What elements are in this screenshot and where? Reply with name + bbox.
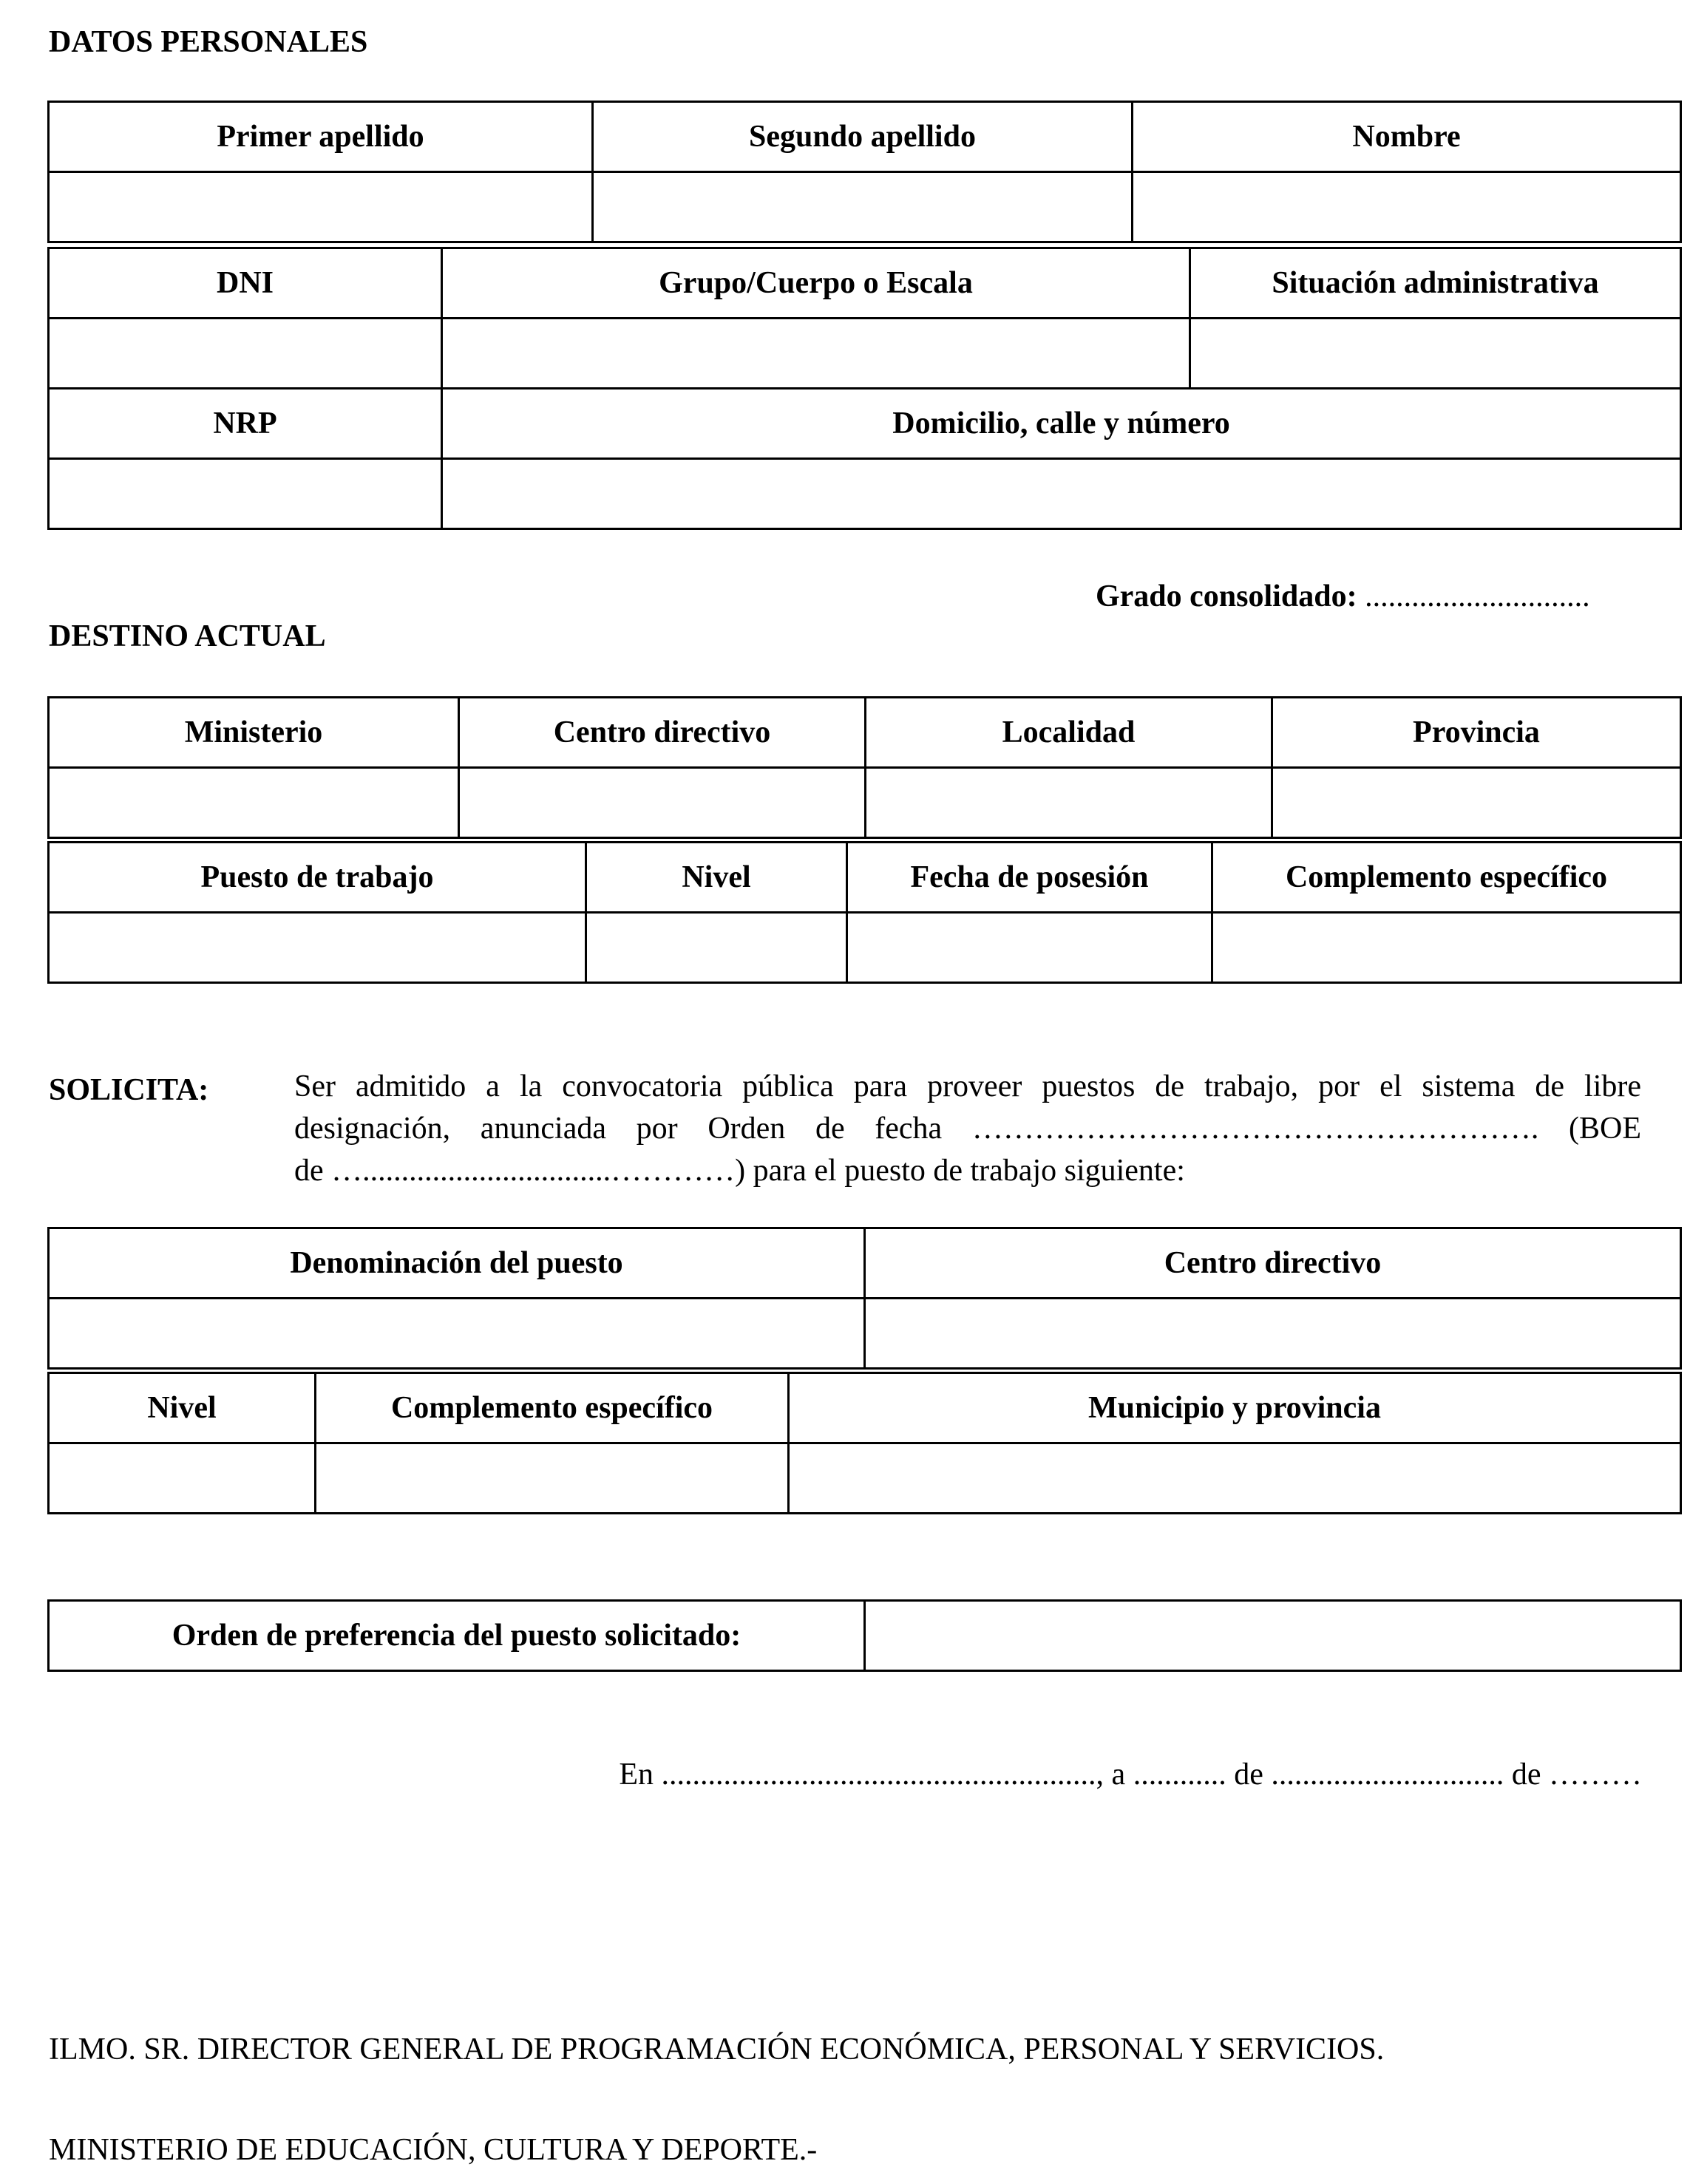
puesto-solicitado-table-a [47,1227,1682,1370]
destinatario-line-1: ILMO. SR. DIRECTOR GENERAL DE PROGRAMACIÓN ECONÓMICA, PERSONAL Y SERVICIOS. [49,2032,1385,2066]
field-nrp[interactable] [49,459,442,529]
datos-personales-table-b [47,247,1682,530]
header-centro-directivo: Centro directivo [459,698,866,768]
field-denominacion-del-puesto[interactable] [49,1299,865,1369]
field-nombre[interactable] [1133,172,1681,242]
header-segundo-apellido: Segundo apellido [593,102,1133,172]
field-domicilio[interactable] [442,459,1681,529]
header-grupo-cuerpo: Grupo/Cuerpo o Escala [442,248,1190,319]
header-ministerio: Ministerio [49,698,459,768]
header-nivel: Nivel [586,843,847,913]
table-row [49,913,1681,983]
header-primer-apellido: Primer apellido [49,102,593,172]
field-complemento-especifico-solicitado[interactable] [316,1443,789,1514]
header-municipio-y-provincia: Municipio y provincia [789,1373,1681,1443]
header-situacion-administrativa: Situación administrativa [1190,248,1681,319]
header-provincia: Provincia [1272,698,1681,768]
solicita-line-1: Ser admitido a la convocatoria pública para proveer puestos de trabajo, por el sistema de libre [294,1069,1641,1103]
table-row [49,1601,1681,1671]
datos-personales-table-a [47,101,1682,243]
header-localidad: Localidad [866,698,1272,768]
destino-actual-table-b [47,841,1682,984]
field-grupo-cuerpo[interactable] [442,319,1190,389]
section-title-destino-actual: DESTINO ACTUAL [49,619,326,653]
field-primer-apellido[interactable] [49,172,593,242]
grado-consolidado [1096,581,1590,612]
section-title-datos-personales: DATOS PERSONALES [49,25,368,59]
destinatario-line-2: MINISTERIO DE EDUCACIÓN, CULTURA Y DEPORTE.- [49,2133,818,2167]
table-row [49,1443,1681,1514]
table-row [49,768,1681,838]
table-row [49,102,1681,172]
grado-consolidado-label: Grado consolidado: [1096,579,1357,613]
header-denominacion-del-puesto: Denominación del puesto [49,1228,865,1299]
table-row [49,319,1681,389]
solicita-line-2: designación, anunciada por Orden de fecha ………………………………………………. (BOE [294,1112,1641,1146]
orden-preferencia-label: Orden de preferencia del puesto solicitado: [49,1601,865,1671]
field-municipio-y-provincia[interactable] [789,1443,1681,1514]
solicita-line-3: de …................................…………) para el puesto de trabajo siguiente: [294,1154,1185,1188]
header-puesto-de-trabajo: Puesto de trabajo [49,843,586,913]
field-situacion-administrativa[interactable] [1190,319,1681,389]
field-centro-directivo-solicitado[interactable] [865,1299,1681,1369]
table-row [49,459,1681,529]
field-nivel-solicitado[interactable] [49,1443,316,1514]
field-fecha-de-posesion[interactable] [847,913,1212,983]
table-row [49,389,1681,459]
field-dni[interactable] [49,319,442,389]
table-row [49,1373,1681,1443]
grado-consolidado-dots[interactable]: ............................. [1357,579,1590,613]
fecha-lugar-line[interactable]: En ........................................................, a ............ de .............................. de ……… [619,1758,1642,1792]
field-ministerio[interactable] [49,768,459,838]
header-complemento-especifico: Complemento específico [1212,843,1681,913]
header-domicilio: Domicilio, calle y número [442,389,1681,459]
puesto-solicitado-table-b [47,1372,1682,1514]
header-centro-directivo-solicitado: Centro directivo [865,1228,1681,1299]
header-complemento-especifico-solicitado: Complemento específico [316,1373,789,1443]
field-puesto-de-trabajo[interactable] [49,913,586,983]
field-complemento-especifico[interactable] [1212,913,1681,983]
field-nivel[interactable] [586,913,847,983]
header-nombre: Nombre [1133,102,1681,172]
field-provincia[interactable] [1272,768,1681,838]
header-nivel-solicitado: Nivel [49,1373,316,1443]
field-centro-directivo[interactable] [459,768,866,838]
orden-preferencia-table [47,1599,1682,1672]
destino-actual-table-a [47,696,1682,839]
solicita-text [294,1066,1641,1192]
solicita-label: SOLICITA: [49,1073,209,1107]
table-row [49,248,1681,319]
table-row [49,1299,1681,1369]
field-orden-preferencia[interactable] [865,1601,1681,1671]
table-row [49,698,1681,768]
header-fecha-de-posesion: Fecha de posesión [847,843,1212,913]
header-nrp: NRP [49,389,442,459]
table-row [49,1228,1681,1299]
header-dni: DNI [49,248,442,319]
table-row [49,172,1681,242]
table-row [49,843,1681,913]
field-localidad[interactable] [866,768,1272,838]
field-segundo-apellido[interactable] [593,172,1133,242]
